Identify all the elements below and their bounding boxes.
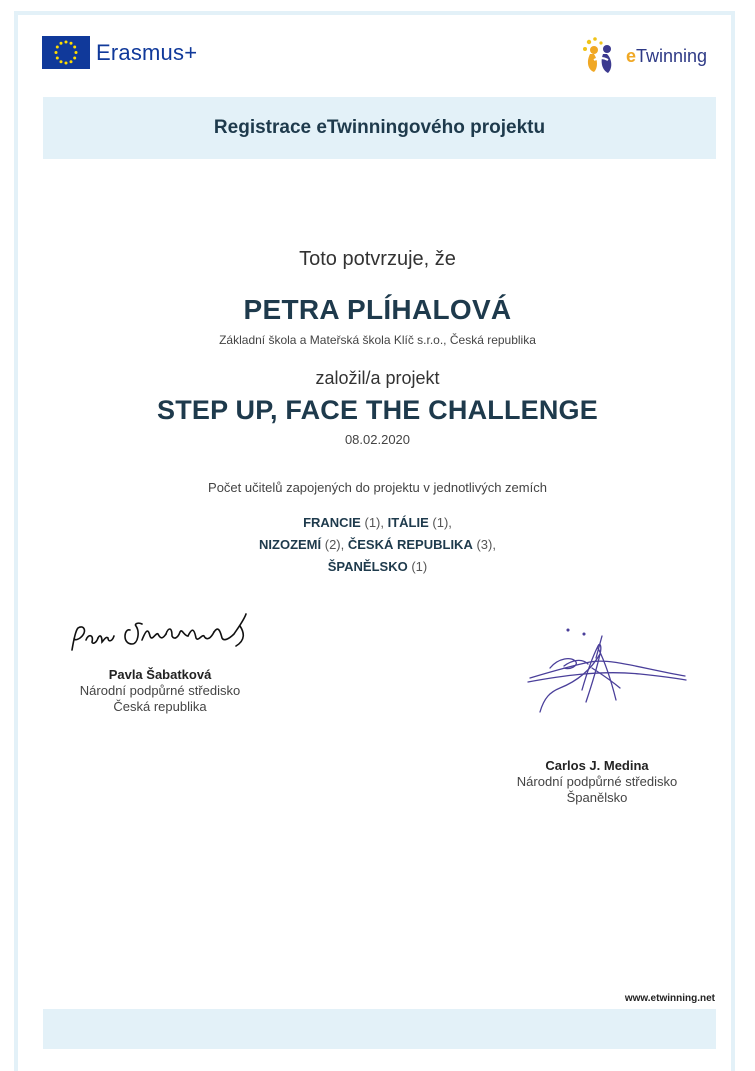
website-link[interactable]: www.etwinning.net [624, 993, 715, 1004]
country-name: ITÁLIE [387, 515, 429, 530]
founded-text: založil/a projekt [315, 368, 440, 388]
etwinning-logo [580, 36, 707, 76]
eu-flag-icon [42, 36, 90, 69]
country-name: FRANCIE [303, 515, 361, 530]
country-name: NIZOZEMÍ [259, 537, 322, 552]
signature-image-right [520, 628, 690, 718]
teachers-count-label: Počet učitelů zapojených do projektu v jednotlivých zemích [208, 480, 547, 495]
country-count: (1) [411, 559, 428, 574]
signatory-left [60, 667, 260, 715]
school-name: Základní škola a Mateřská škola Klíč s.r.o., Česká republika [219, 333, 536, 347]
project-date: 08.02.2020 [344, 432, 411, 447]
country-list: FRANCIE (1), ITÁLIE (1), NIZOZEMÍ (2), ČESKÁ REPUBLIKA (3), ŠPANĚLSKO (1) [259, 515, 496, 574]
signature-image-left [68, 610, 258, 656]
etwinning-emblem-icon [580, 36, 624, 76]
project-name: STEP UP, FACE THE CHALLENGE [157, 395, 598, 425]
country-name: ČESKÁ REPUBLIKA [347, 537, 473, 552]
signatory-name: Pavla Šabatková [108, 667, 212, 682]
etwinning-label: eTwinning [626, 45, 708, 66]
country-count: (1) [432, 515, 449, 530]
erasmus-label: Erasmus+ [96, 39, 198, 65]
signatory-org: Národní podpůrné středisko [516, 774, 678, 789]
confirm-text: Toto potvrzuje, že [299, 248, 456, 270]
signatory-right [497, 758, 697, 806]
country-count: (3) [476, 537, 493, 552]
country-count: (1) [364, 515, 381, 530]
signatory-org: Národní podpůrné středisko [79, 683, 241, 698]
signatory-name: Carlos J. Medina [545, 758, 649, 773]
signatory-country: Česká republika [113, 699, 207, 714]
country-count: (2) [324, 537, 341, 552]
footer-band [43, 1009, 716, 1049]
certificate-title: Registrace eTwinningového projektu [213, 117, 546, 138]
signatory-country: Španělsko [566, 790, 628, 805]
country-name: ŠPANĚLSKO [327, 559, 408, 574]
title-banner [43, 97, 716, 159]
erasmus-logo [42, 36, 197, 69]
recipient-name: PETRA PLÍHALOVÁ [243, 294, 512, 325]
